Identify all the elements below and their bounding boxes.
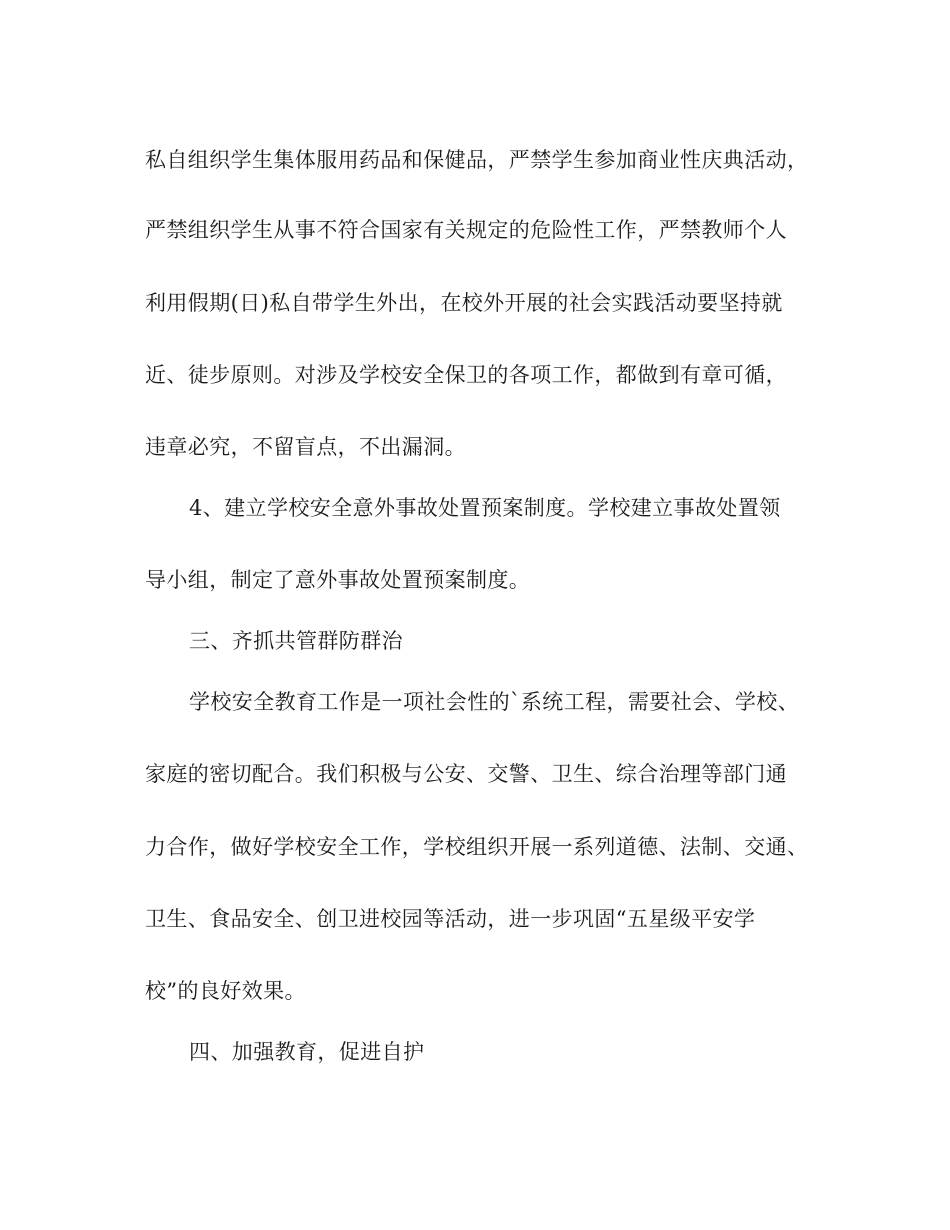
paragraph-line: 违章必究，不留盲点，不出漏洞。 xyxy=(145,435,466,459)
paragraph-line: 校”的良好效果。 xyxy=(145,979,306,1003)
paragraph-line: 卫生、食品安全、创卫进校园等活动，进一步巩固“五星级平安学 xyxy=(145,907,756,931)
paragraph-line: 学校安全教育工作是一项社会性的`系统工程，需要社会、学校、 xyxy=(189,690,800,714)
paragraph-line: 家庭的密切配合。我们积极与公安、交警、卫生、综合治理等部门通 xyxy=(145,762,787,786)
section-heading: 四、加强教育，促进自护 xyxy=(189,1040,425,1064)
paragraph-line: 私自组织学生集体服用药品和保健品，严禁学生参加商业性庆典活动， xyxy=(145,148,809,172)
paragraph-line: 4、建立学校安全意外事故处置预案制度。学校建立事故处置领 xyxy=(189,496,781,520)
paragraph-line: 导小组，制定了意外事故处置预案制度。 xyxy=(145,568,531,592)
paragraph-line: 利用假期(日)私自带学生外出，在校外开展的社会实践活动要坚持就 xyxy=(145,291,783,315)
section-heading: 三、齐抓共管群防群治 xyxy=(189,629,403,653)
paragraph-line: 近、徒步原则。对涉及学校安全保卫的各项工作，都做到有章可循， xyxy=(145,363,787,387)
paragraph-line: 严禁组织学生从事不符合国家有关规定的危险性工作，严禁教师个人 xyxy=(145,218,787,242)
paragraph-line: 力合作，做好学校安全工作，学校组织开展一系列道德、法制、交通、 xyxy=(145,835,809,859)
